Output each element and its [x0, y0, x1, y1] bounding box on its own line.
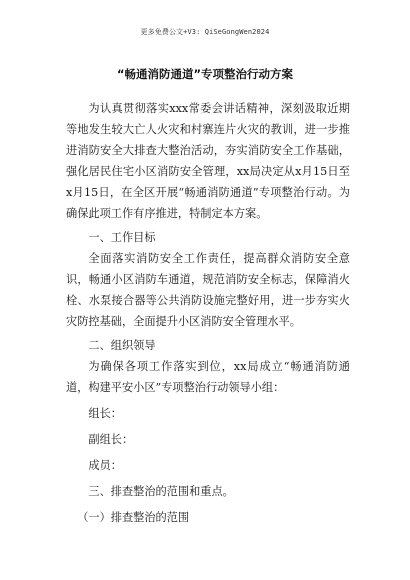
members-line: 成员：: [88, 459, 122, 472]
goals-paragraph: 全面落实消防安全工作责任，提高群众消防安全意识，畅通小区消防车通道，规范消防安全标志，保障消火栓、水泵接合器等公共消防设施完整好用，进一步夯实火灾防控基础，全面提升小区消防安全管理水平。: [66, 252, 350, 328]
leader-line: 组长：: [88, 407, 122, 420]
section-heading-goals: 一、工作目标: [88, 231, 156, 244]
header-promo-note: 更多免费公文+V3: QiSeGongWen2024: [140, 28, 270, 36]
deputy-leader-line: 副组长：: [88, 433, 134, 446]
document-body: [66, 98, 350, 528]
intro-paragraph: 为认真贯彻落实xxx常委会讲话精神，深刻汲取近期等地发生较大亡人火灾和村寨连片火灾的教训，进一步推进消防安全大排查大整治活动，夯实消防安全工作基础，强化居民住宅小区消防安全管理，xx局决定从x月15日至x月15日，在全区开展“畅通消防通道”专项整治行动。为确保此项工作有序推进，特制定本方案。: [66, 102, 350, 220]
leadership-paragraph: 为确保各项工作落实到位，xx局成立“畅通消防通道，构建平安小区”专项整治行动领导小组：: [66, 360, 350, 394]
section-heading-leadership: 二、组织领导: [88, 339, 156, 352]
section-heading-scope: 三、排查整治的范围和重点。: [88, 485, 234, 498]
document-title: “畅通消防通道”专项整治行动方案: [116, 67, 294, 81]
subsection-heading-scope: （一）排查整治的范围: [77, 511, 190, 524]
